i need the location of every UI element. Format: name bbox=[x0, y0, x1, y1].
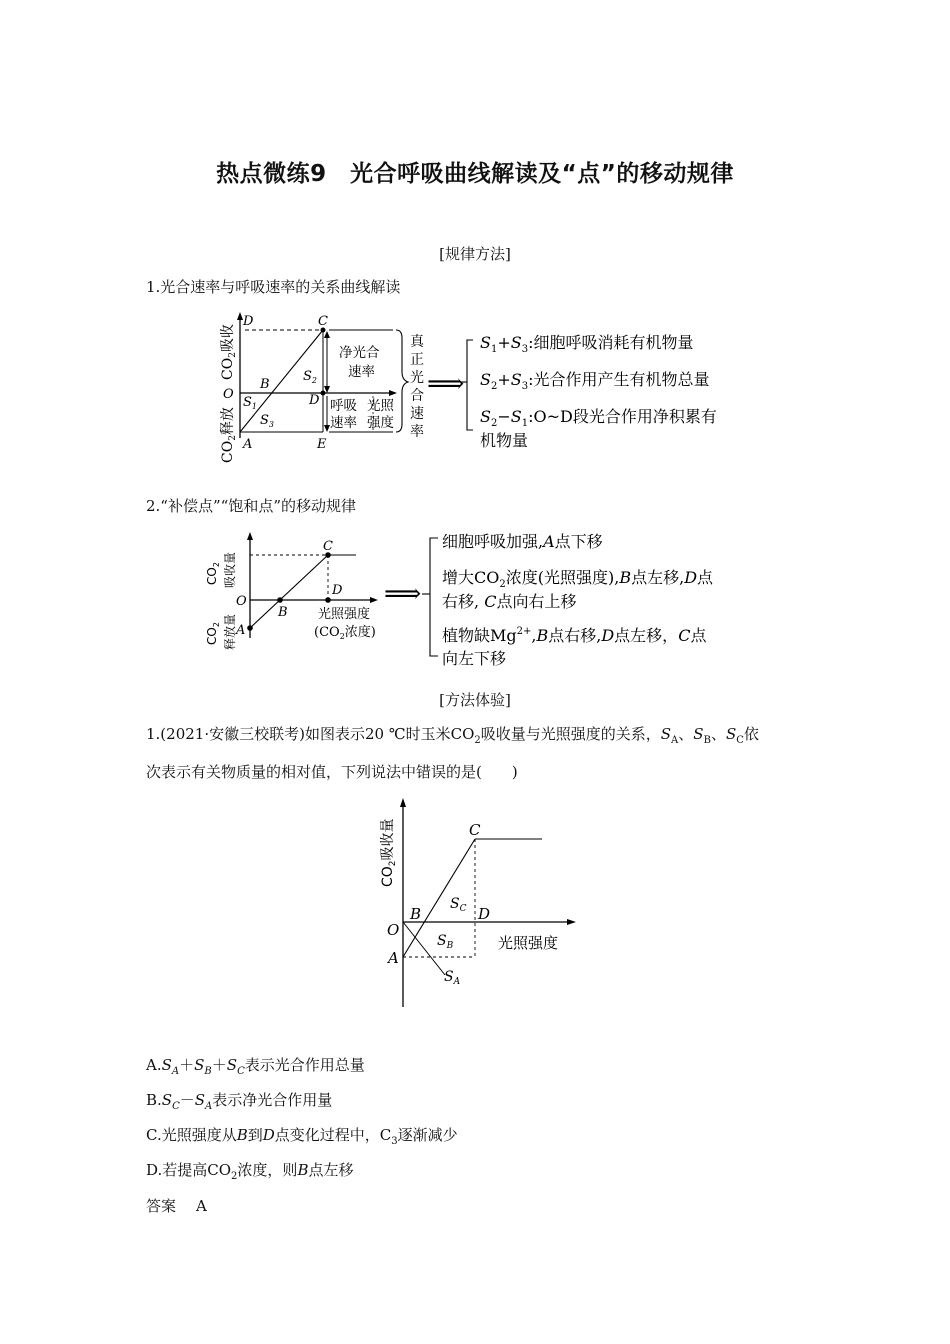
fig1-arrow: ⟹ bbox=[427, 369, 465, 399]
fig2-curve bbox=[250, 555, 328, 628]
fig1-conclusion-bracket bbox=[467, 340, 473, 430]
fig2-y-bottom-label: 释放量 bbox=[223, 613, 237, 650]
page-title: 热点微练9 光合呼吸曲线解读及“点”的移动规律 bbox=[216, 161, 734, 187]
fig1-label-b: B bbox=[260, 377, 270, 392]
fig1-label-s3: $S_3$ bbox=[260, 413, 274, 429]
fig1-y-bottom-label: $CO_2$释放 bbox=[220, 407, 238, 463]
fig1-net-rate-2: 速率 bbox=[348, 364, 375, 380]
option-c-text-3: 点变化过程中，C bbox=[274, 1126, 392, 1144]
option-a-s3-sub: C bbox=[237, 1066, 245, 1077]
question-sa-sub: A bbox=[671, 735, 679, 746]
fig2-x-label-2: ($CO_2$浓度) bbox=[314, 625, 376, 641]
option-a-s1: S bbox=[161, 1056, 172, 1074]
fig1-net-rate-1: 净光合 bbox=[339, 345, 380, 361]
fig1-resp-2: 速率 bbox=[330, 415, 357, 431]
fig2-y-top-co: $CO_2$ bbox=[205, 562, 221, 585]
item2-heading: 2.“补偿点”“饱和点”的移动规律 bbox=[146, 497, 356, 515]
fig1-label-o: O bbox=[223, 387, 234, 402]
fig1-y-top-label: $CO_2$吸收 bbox=[220, 324, 238, 380]
option-c-text-1: C.光照强度从 bbox=[146, 1126, 237, 1144]
fig2-arrow: ⟹ bbox=[384, 579, 422, 609]
fig1-true-rate-4: 合 bbox=[410, 388, 424, 404]
option-d-text-3: 点左移 bbox=[308, 1161, 354, 1179]
option-d-b: B bbox=[297, 1161, 309, 1179]
fig1-true-rate-6: 率 bbox=[410, 424, 424, 440]
question-mid: 吸收量与光照强度的关系， bbox=[480, 725, 661, 743]
item1-heading: 1.光合速率与呼吸速率的关系曲线解读 bbox=[146, 278, 401, 296]
option-a bbox=[146, 1054, 365, 1083]
option-b-letter: B. bbox=[146, 1091, 162, 1109]
option-c-sub: 3 bbox=[391, 1136, 398, 1147]
fig2-y-top-label: 吸收量 bbox=[223, 551, 237, 588]
fig2-rule-2: 增大$CO_2$浓度(光照强度),B点左移,D点 bbox=[442, 568, 714, 590]
option-b-s1-sub: C bbox=[172, 1101, 180, 1112]
question-sc: S bbox=[725, 725, 737, 743]
fig3-label-c: C bbox=[469, 821, 481, 839]
fig1-conclusion-2: $S_2+S_3$:光合作用产生有机物总量 bbox=[480, 370, 710, 392]
fig1-brace bbox=[396, 330, 408, 432]
fig2-rule-1: 细胞呼吸加强,A点下移 bbox=[442, 532, 603, 551]
fig1-true-rate-3: 光 bbox=[410, 370, 424, 386]
answer-label: 答案 bbox=[146, 1197, 177, 1215]
option-a-s2-sub: B bbox=[204, 1066, 212, 1077]
question-sb: S bbox=[693, 725, 704, 743]
fig1-true-rate-1: 真 bbox=[410, 334, 424, 350]
figure-1 bbox=[205, 310, 765, 470]
fig1-label-a: A bbox=[243, 437, 253, 452]
question-sub: 2 bbox=[474, 735, 481, 746]
fig3-y-label: $CO_2$吸收量 bbox=[380, 818, 398, 887]
figure-3 bbox=[370, 795, 590, 1015]
fig1-label-d: D bbox=[309, 393, 320, 408]
option-a-letter: A. bbox=[146, 1056, 162, 1074]
question-sc-sub: C bbox=[736, 735, 744, 746]
option-c-text-2: 到 bbox=[247, 1126, 263, 1144]
fig1-conclusion-3b: 机物量 bbox=[480, 431, 529, 450]
option-c-text-4: 逐渐减少 bbox=[397, 1126, 458, 1144]
option-a-s1-sub: A bbox=[171, 1066, 180, 1077]
fig2-label-o: O bbox=[236, 594, 247, 609]
fig2-label-b: B bbox=[278, 605, 288, 620]
fig2-rule-3b: 向左下移 bbox=[442, 649, 507, 668]
fig2-x-label: 光照强度 bbox=[318, 607, 371, 622]
option-d bbox=[146, 1159, 353, 1188]
option-b-s2-sub: A bbox=[205, 1101, 213, 1112]
option-b bbox=[146, 1089, 332, 1118]
question-sa: S bbox=[660, 725, 672, 743]
figure-2 bbox=[198, 530, 768, 670]
option-a-plus-2: ＋ bbox=[211, 1056, 227, 1074]
option-b-text: 表示净光合作用量 bbox=[212, 1091, 333, 1109]
fig1-label-s2: $S_2$ bbox=[303, 369, 317, 385]
fig1-conclusion-1: $S_1+S_3$:细胞呼吸消耗有机物量 bbox=[480, 333, 694, 355]
fig2-label-c: C bbox=[323, 539, 333, 554]
answer-line bbox=[146, 1195, 207, 1217]
option-a-plus-1: ＋ bbox=[179, 1056, 195, 1074]
question-line-2: 次表示有关物质量的相对值，下列说法中错误的是( ) bbox=[146, 763, 518, 781]
question-prefix: 1.(2021·安徽三校联考)如图表示20 ℃时玉米CO bbox=[146, 725, 475, 743]
fig2-label-a: A bbox=[236, 623, 246, 638]
question-sep-1: 、 bbox=[678, 725, 694, 743]
fig3-label-o: O bbox=[387, 921, 400, 939]
fig1-label-s1: $S_1$ bbox=[243, 395, 257, 411]
answer-value: A bbox=[196, 1197, 207, 1215]
option-a-text: 表示光合作用总量 bbox=[244, 1056, 365, 1074]
fig1-true-rate-2: 正 bbox=[410, 352, 424, 368]
fig1-light-2: 强度 bbox=[367, 415, 394, 431]
fig2-rules-bracket bbox=[430, 538, 438, 656]
option-d-sub: 2 bbox=[231, 1171, 238, 1182]
fig3-label-sb: $S_B$ bbox=[437, 933, 454, 951]
question-sep-2: 、 bbox=[710, 725, 726, 743]
fig3-label-d: D bbox=[478, 905, 491, 923]
fig3-label-sc: $S_C$ bbox=[450, 896, 467, 914]
section-heading-methods: [规律方法] bbox=[439, 245, 511, 263]
option-b-s2: S bbox=[194, 1091, 206, 1109]
question-sb-sub: B bbox=[703, 735, 711, 746]
fig1-resp-1: 呼吸 bbox=[330, 398, 357, 414]
option-b-minus: － bbox=[179, 1091, 195, 1109]
question-suffix: 依 bbox=[743, 725, 759, 743]
option-c-d: D bbox=[262, 1126, 275, 1144]
fig1-light-1: 光照 bbox=[367, 398, 394, 414]
fig3-x-label: 光照强度 bbox=[498, 934, 559, 952]
fig1-conclusion-3: $S_2-S_1:O\sim D$段光合作用净积累有 bbox=[480, 407, 717, 429]
option-c bbox=[146, 1124, 458, 1153]
fig2-rule-3: 植物缺$Mg^{2+},B$点右移,D点左移，C点 bbox=[442, 626, 707, 645]
fig1-label-d-top: D bbox=[243, 314, 254, 329]
option-b-s1: S bbox=[161, 1091, 173, 1109]
question-line-1 bbox=[146, 723, 826, 752]
fig1-true-rate-5: 速 bbox=[410, 406, 424, 422]
fig3-label-b: B bbox=[410, 905, 422, 923]
fig3-label-sa: $S_A$ bbox=[444, 969, 461, 987]
option-c-b: B bbox=[236, 1126, 248, 1144]
option-a-s2: S bbox=[194, 1056, 205, 1074]
option-a-s3: S bbox=[226, 1056, 238, 1074]
fig1-label-e: E bbox=[317, 437, 327, 452]
option-d-text-2: 浓度，则 bbox=[237, 1161, 298, 1179]
fig3-label-a: A bbox=[388, 949, 399, 967]
fig2-label-d: D bbox=[332, 583, 343, 598]
option-d-text-1: D.若提高CO bbox=[146, 1161, 232, 1179]
fig1-label-c: C bbox=[318, 314, 328, 329]
section-heading-practice: [方法体验] bbox=[439, 691, 511, 709]
fig2-y-bottom-co: $CO_2$ bbox=[205, 622, 221, 645]
fig2-rule-2b: 右移, C点向右上移 bbox=[442, 592, 577, 611]
